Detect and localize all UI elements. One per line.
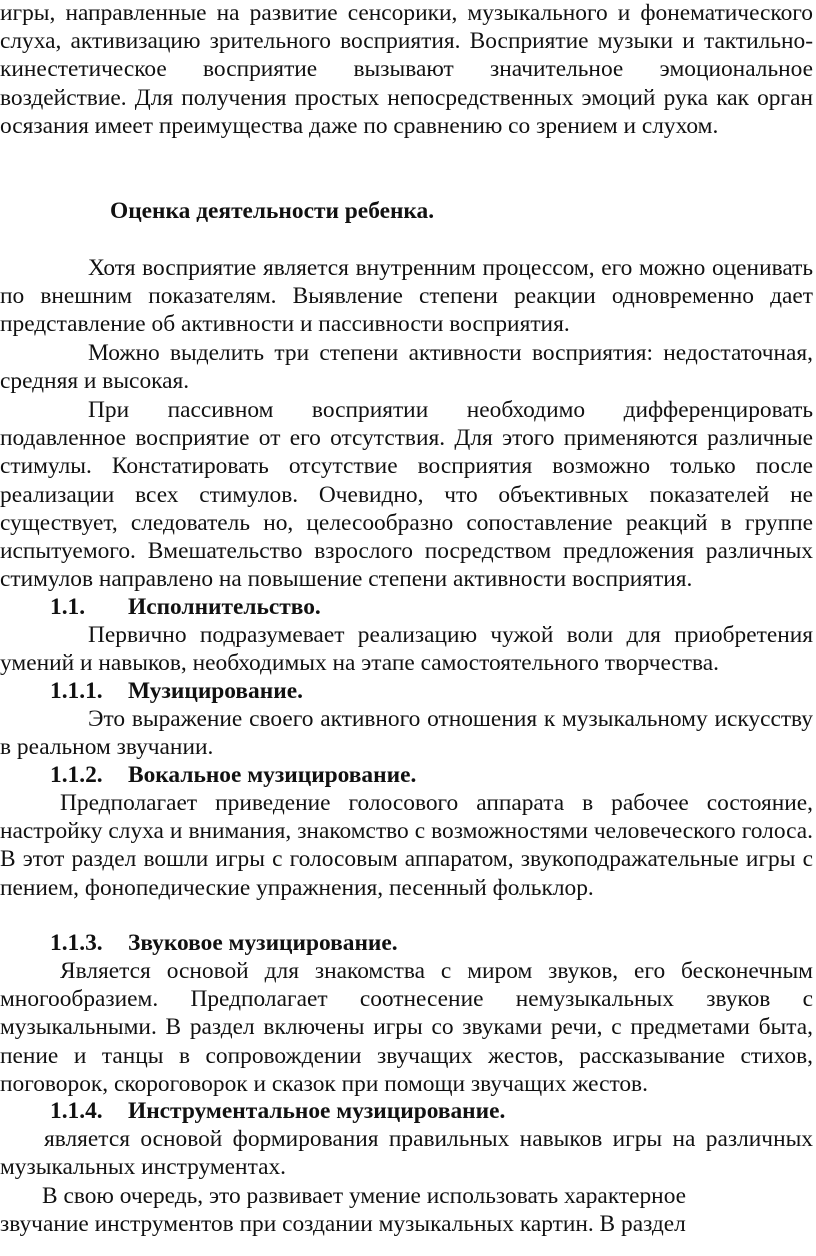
section-title: Звуковое музицирование. bbox=[128, 930, 398, 956]
paragraph-final-line-2: звучание инструментов при создании музыкальных картин. В раздел bbox=[0, 1211, 686, 1237]
section-number: 1.1. bbox=[50, 594, 86, 620]
paragraph-vocal: Предполагает приведение голосового аппарата в рабочее состояние, настройку слуха и внимания, знакомство с возможностями человеческого голоса. В этот раздел вошли игры с голосовым аппаратом, звукоподражательные игры с пением, фонопедические упражнения, песенный фольклор. bbox=[0, 790, 813, 901]
section-title: Музицирование. bbox=[128, 678, 303, 704]
heading-assessment: Оценка деятельности ребенка. bbox=[110, 198, 435, 224]
paragraph-intro: игры, направленные на развитие сенсорики, музыкального и фонематического слуха, активизацию зрительного восприятия. Восприятие музыки и тактильно-кинестетическое восприятие вызывают значительное эмоциональное воздействие. Для получения простых непосредственных эмоций рука как орган осязания имеет преимущества даже по сравнению со зрением и слухом. bbox=[0, 0, 813, 139]
section-number: 1.1.4. bbox=[50, 1098, 103, 1124]
section-number: 1.1.3. bbox=[50, 930, 103, 956]
paragraph-music-making: Это выражение своего активного отношения к музыкальному искусству в реальном звучании. bbox=[0, 706, 813, 761]
section-title: Инструментальное музицирование. bbox=[128, 1098, 506, 1124]
paragraph-final-line-1: В свою очередь, это развивает умение использовать характерное bbox=[42, 1183, 687, 1209]
section-title: Вокальное музицирование. bbox=[128, 762, 417, 788]
section-title: Исполнительство. bbox=[128, 594, 321, 620]
section-number: 1.1.1. bbox=[50, 678, 103, 704]
paragraph-performance: Первично подразумевает реализацию чужой воли для приобретения умений и навыков, необходимых на этапе самостоятельного творчества. bbox=[0, 622, 813, 677]
paragraph-passive: При пассивном восприятии необходимо дифференцировать подавленное восприятие от его отсутствия. Для этого применяются различные стимулы. Констатировать отсутствие восприятия возможно только после реализации всех стимулов. Очевидно, что объективных показателей не существует, следователь но, целесообразно сопоставление реакций в группе испытуемого. Вмешательство взрослого посредством предложения различных стимулов направлено на повышение степени активности восприятия. bbox=[0, 397, 813, 593]
paragraph-degrees: Можно выделить три степени активности восприятия: недостаточная, средняя и высокая. bbox=[0, 340, 813, 395]
section-number: 1.1.2. bbox=[50, 762, 103, 788]
paragraph-sound: Является основой для знакомства с миром звуков, его бесконечным многообразием. Предполагает соотнесение немузыкальных звуков с музыкальными. В раздел включены игры со звуками речи, с предметами быта, пение и танцы в сопровождении звучащих жестов, рассказывание стихов, поговорок, скороговорок и сказок при помощи звучащих жестов. bbox=[0, 958, 813, 1097]
paragraph-perception: Хотя восприятие является внутренним процессом, его можно оценивать по внешним показателям. Выявление степени реакции одновременно дает представление об активности и пассивности восприятия. bbox=[0, 255, 813, 338]
paragraph-instrumental: является основой формирования правильных навыков игры на различных музыкальных инструментах. bbox=[0, 1126, 813, 1181]
